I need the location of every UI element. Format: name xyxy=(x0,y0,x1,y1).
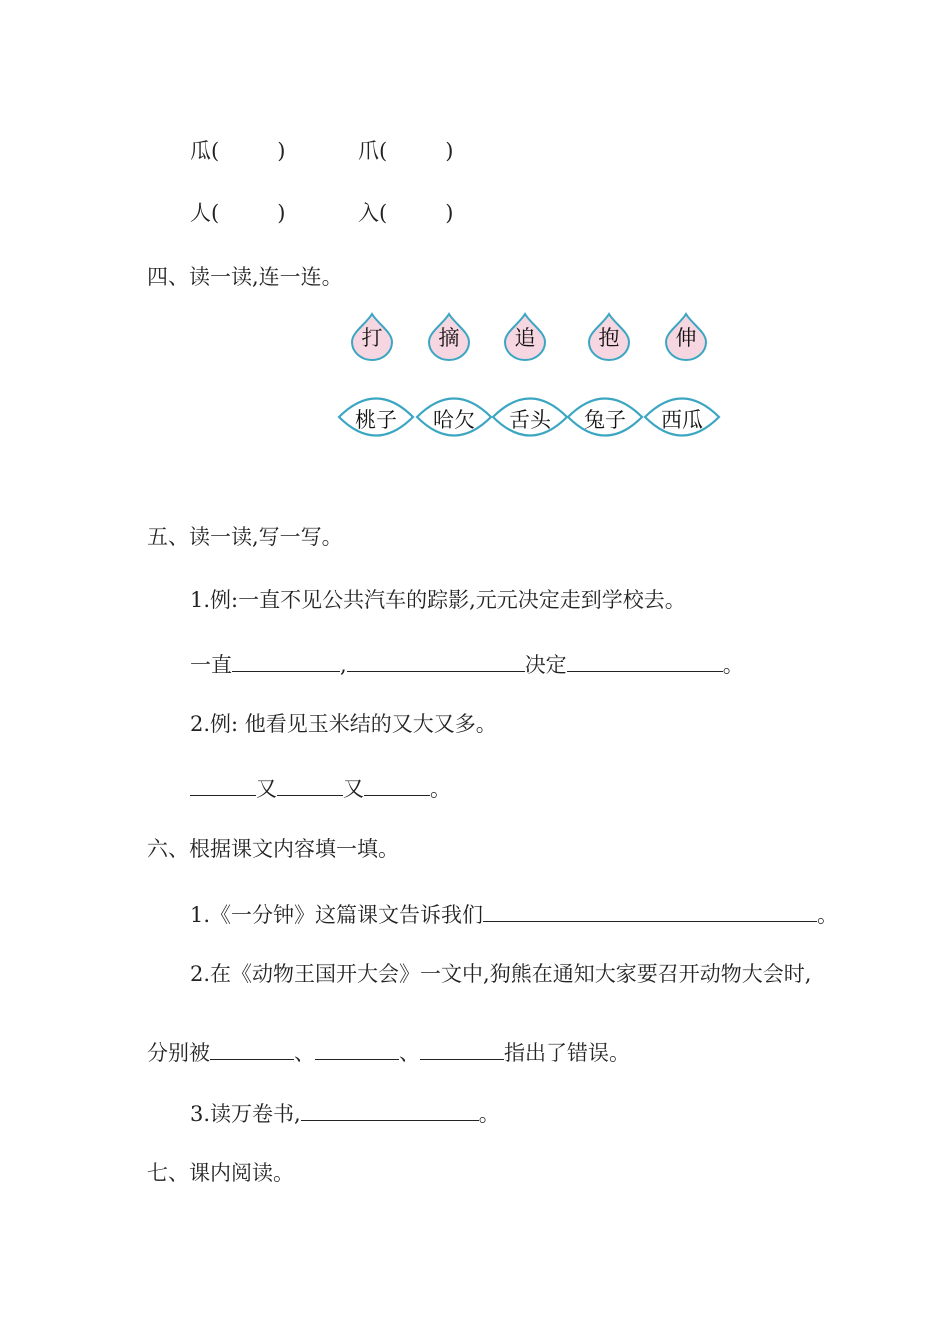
blank-6[interactable] xyxy=(364,776,430,796)
q2-sep-2: 、 xyxy=(399,1041,420,1065)
section6-q2-line1: 2.在《动物王国开大会》一文中,狗熊在通知大家要召开动物大会时, xyxy=(190,962,812,986)
q2-word-2: 又 xyxy=(343,777,364,801)
blank-5[interactable] xyxy=(277,776,343,796)
noun-label: 兔子 xyxy=(584,408,626,432)
section5-q1-line xyxy=(190,652,744,676)
section5-heading: 五、读一读,写一写。 xyxy=(147,525,343,549)
paren-open: ( xyxy=(211,139,220,163)
q1-end: 。 xyxy=(722,653,744,677)
verb-label: 摘 xyxy=(438,326,460,350)
section6-q1 xyxy=(190,902,838,926)
section4-heading: 四、读一读,连一连。 xyxy=(147,265,343,289)
verb-drop[interactable] xyxy=(505,314,545,360)
char-ren: 人 xyxy=(190,201,211,225)
blank-7[interactable] xyxy=(483,902,817,922)
verb-drop[interactable] xyxy=(429,314,469,360)
noun-leaves xyxy=(339,399,719,436)
matching-graphic xyxy=(0,0,950,480)
noun-label: 舌头 xyxy=(509,408,551,432)
q2-sep-1: 、 xyxy=(294,1041,315,1065)
section5-q2-example: 2.例: 他看见玉米结的又大又多。 xyxy=(190,712,497,736)
paren-close: ) xyxy=(277,139,286,163)
blank-10[interactable] xyxy=(420,1040,504,1060)
q2-end: 指出了错误。 xyxy=(504,1041,630,1065)
noun-leaf[interactable] xyxy=(645,399,719,436)
noun-leaf[interactable] xyxy=(568,399,642,436)
section6-q2-line2 xyxy=(147,1040,630,1064)
verb-label: 抱 xyxy=(598,326,620,350)
verb-drops xyxy=(352,314,706,360)
noun-leaf[interactable] xyxy=(493,399,567,436)
q1-part1: 一直 xyxy=(190,653,232,677)
section6-q3 xyxy=(190,1101,500,1125)
section5-q1-example: 1.例:一直不见公共汽车的踪影,元元决定走到学校去。 xyxy=(190,588,686,612)
blank-11[interactable] xyxy=(301,1101,479,1121)
q1-text: 1.《一分钟》这篇课文告诉我们 xyxy=(190,903,484,927)
section5-q2-line xyxy=(190,776,451,800)
q3-end: 。 xyxy=(478,1102,500,1126)
char-zhua: 爪 xyxy=(358,139,379,163)
verb-label: 追 xyxy=(514,326,536,350)
verb-label: 打 xyxy=(361,326,383,350)
paren-close: ) xyxy=(445,139,454,163)
noun-leaf[interactable] xyxy=(417,399,491,436)
char-ru: 入 xyxy=(358,201,379,225)
q1-part3: 决定 xyxy=(524,653,567,677)
q2-end: 。 xyxy=(430,777,451,801)
verb-drop[interactable] xyxy=(666,314,706,360)
noun-label: 桃子 xyxy=(355,408,397,432)
blank-3[interactable] xyxy=(567,652,723,672)
blank-4[interactable] xyxy=(190,776,256,796)
paren-close: ) xyxy=(277,201,286,225)
q1-part2: , xyxy=(340,653,347,677)
noun-label: 哈欠 xyxy=(433,408,475,432)
q2-start: 分别被 xyxy=(147,1041,210,1065)
paren-open: ( xyxy=(211,201,220,225)
char-gua: 瓜 xyxy=(190,139,211,163)
blank-1[interactable] xyxy=(232,652,340,672)
section7-heading: 七、课内阅读。 xyxy=(147,1161,294,1185)
q2-word-1: 又 xyxy=(256,777,277,801)
noun-label: 西瓜 xyxy=(661,408,703,432)
paren-close: ) xyxy=(445,201,454,225)
paren-open: ( xyxy=(379,139,388,163)
blank-9[interactable] xyxy=(315,1040,399,1060)
section6-heading: 六、根据课文内容填一填。 xyxy=(147,837,399,861)
verb-drop[interactable] xyxy=(352,314,392,360)
verb-label: 伸 xyxy=(675,326,697,350)
q3-text: 3.读万卷书, xyxy=(190,1102,301,1126)
verb-drop[interactable] xyxy=(589,314,629,360)
blank-8[interactable] xyxy=(210,1040,294,1060)
noun-leaf[interactable] xyxy=(339,399,413,436)
blank-2[interactable] xyxy=(347,652,525,672)
paren-open: ( xyxy=(379,201,388,225)
q1-end: 。 xyxy=(817,903,839,927)
